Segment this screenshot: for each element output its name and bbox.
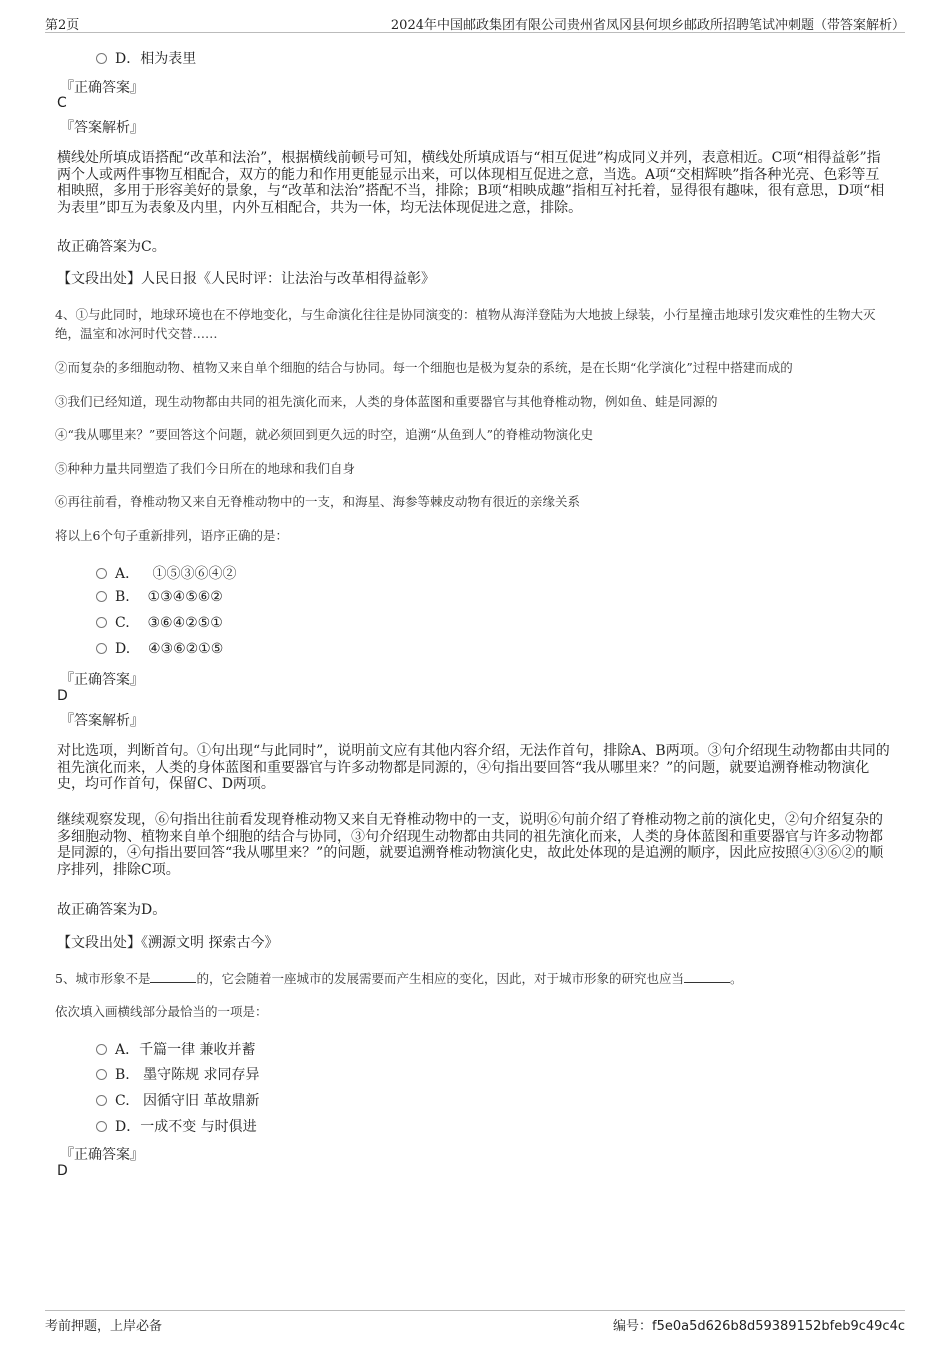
footer-slogan: 考前押题，上岸必备 [45, 1319, 163, 1334]
analysis-text: 横线处所填成语搭配“改革和法治”，根据横线前顿号可知，横线处所填成语与“相互促进”构成同义并列，表意相近。C项“相得益彰”指两个人或两件事物互相配合，双方的能力和作用更能显示出来，可以体现相互促进之意，当选。A项“交相辉映”指各种光亮、色彩等互相映照，多用于形容美好的景象，与“改革和法治”搭配不当，排除；B项“相映成趣”指相互衬托着，显得很有趣味，很有意思，D项“相为表里”即互为表象及内里，内外互相配合，共为一体，均无法体现促进之意，排除。 [57, 150, 885, 216]
q4-sentence-5: ⑤种种力量共同塑造了我们今日所在的地球和我们自身 [55, 461, 356, 476]
document-title: 2024年中国邮政集团有限公司贵州省凤冈县何坝乡邮政所招聘笔试冲刺题（带答案解析） [390, 18, 905, 33]
answer-value: C [57, 95, 67, 111]
q3-option-d[interactable] [96, 48, 196, 68]
q4-option-d[interactable] [96, 641, 223, 657]
q4-option-a[interactable] [96, 563, 236, 583]
answer-label: 『正确答案』 [60, 80, 144, 96]
q5-option-b[interactable] [96, 1064, 260, 1084]
q4-option-c[interactable] [96, 615, 223, 631]
q5-stem [55, 969, 895, 988]
radio-icon[interactable] [96, 53, 107, 64]
q5-stem-part-2: 的，它会随着一座城市的发展需要而产生相应的变化，因此，对于城市形象的研究也应当 [196, 971, 684, 986]
radio-icon[interactable] [96, 1044, 107, 1055]
radio-icon[interactable] [96, 568, 107, 579]
option-text: B. ①③④⑤⑥② [115, 589, 223, 605]
fill-blank-1 [150, 970, 196, 983]
radio-icon[interactable] [96, 1095, 107, 1106]
q5-option-d[interactable] [96, 1116, 257, 1136]
q5-prompt: 依次填入画横线部分最恰当的一项是： [55, 1004, 268, 1019]
q4-sentence-6: ⑥再往前看，脊椎动物又来自无脊椎动物中的一支，和海星、海参等棘皮动物有很近的亲缘关系 [55, 494, 581, 509]
analysis-text-2: 继续观察发现，⑥句指出往前看发现脊椎动物又来自无脊椎动物中的一支，说明⑥句前介绍了脊椎动物之前的演化史，②句介绍复杂的多细胞动物、植物来自单个细胞的结合与协同，③句介绍现生动物都由共同的祖先演化而来，人类的身体蓝图和重要器官与许多动物都是同源的，④句指出要回答“我从哪里来？”的问题，就要追溯脊椎动物演化史，故此处体现的是追溯的顺序，因此应按照④③⑥②的顺序排列，排除C项。 [57, 812, 884, 878]
q4-option-b[interactable] [96, 589, 223, 605]
radio-icon[interactable] [96, 617, 107, 628]
q4-sentence-2: ②而复杂的多细胞动物、植物又来自单个细胞的结合与协同。每一个细胞也是极为复杂的系统，是在长期“化学演化”过程中搭建而成的 [55, 360, 793, 375]
radio-icon[interactable] [96, 1069, 107, 1080]
answer-label: 『正确答案』 [60, 1147, 144, 1163]
q5-option-a[interactable] [96, 1039, 256, 1059]
page-number: 第2页 [45, 18, 80, 33]
answer-label: 『正确答案』 [60, 672, 144, 688]
option-text: B. 墨守陈规 求同存异 [115, 1067, 260, 1083]
option-text: C. 因循守旧 革故鼎新 [115, 1093, 260, 1109]
conclusion-text: 故正确答案为D。 [57, 902, 167, 918]
page-footer [45, 1310, 905, 1334]
analysis-text-1: 对比选项，判断首句。①句出现“与此同时”，说明前文应有其他内容介绍，无法作首句，排除A、B两项。③句介绍现生动物都由共同的祖先演化而来，人类的身体蓝图和重要器官与许多动物都是同源的，④句指出要回答“我从哪里来？”的问题，就要追溯脊椎动物演化史，均可作首句，保留C、D两项。 [57, 743, 890, 792]
option-text: D．一成不变 与时俱进 [115, 1119, 257, 1135]
q4-sentence-3: ③我们已经知道，现生动物都由共同的祖先演化而来，人类的身体蓝图和重要器官与其他脊椎动物，例如鱼、蛙是同源的 [55, 394, 718, 409]
option-text: D. ④③⑥②①⑤ [115, 641, 224, 657]
radio-icon[interactable] [96, 1121, 107, 1132]
source-text: 【文段出处】《溯源文明 探索古今》 [57, 935, 279, 951]
q4-sentence-1: 4、①与此同时，地球环境也在不停地变化，与生命演化往往是协同演变的：植物从海洋登陆为大地披上绿装，小行星撞击地球引发灾难性的生物大灭绝，温室和冰河时代交替…… [55, 307, 876, 341]
q4-sentence-4: ④“我从哪里来？”要回答这个问题，就必须回到更久远的时空，追溯“从鱼到人”的脊椎动物演化史 [55, 427, 594, 442]
option-text: A． ①⑤③⑥④② [115, 566, 237, 582]
fill-blank-2 [684, 970, 730, 983]
footer-code-value: f5e0a5d626b8d59389152bfeb9c49c4c [652, 1319, 905, 1334]
radio-icon[interactable] [96, 591, 107, 602]
conclusion-text: 故正确答案为C。 [57, 239, 166, 255]
radio-icon[interactable] [96, 643, 107, 654]
q5-stem-part-1: 5、城市形象不是 [55, 971, 151, 986]
option-text: A．千篇一律 兼收并蓄 [115, 1042, 256, 1058]
answer-value: D [57, 688, 68, 704]
q5-stem-part-3: 。 [729, 971, 743, 986]
analysis-label: 『答案解析』 [60, 120, 144, 136]
analysis-label: 『答案解析』 [60, 713, 144, 729]
q4-prompt: 将以上6个句子重新排列，语序正确的是： [55, 528, 288, 543]
answer-value: D [57, 1163, 68, 1179]
footer-code-label: 编号： [613, 1319, 653, 1334]
source-text: 【文段出处】人民日报《人民时评：让法治与改革相得益彰》 [57, 271, 435, 287]
page-header [45, 12, 905, 33]
footer-code [613, 1315, 905, 1334]
option-text: D．相为表里 [115, 51, 197, 67]
q5-option-c[interactable] [96, 1090, 259, 1110]
option-text: C. ③⑥④②⑤① [115, 615, 223, 631]
